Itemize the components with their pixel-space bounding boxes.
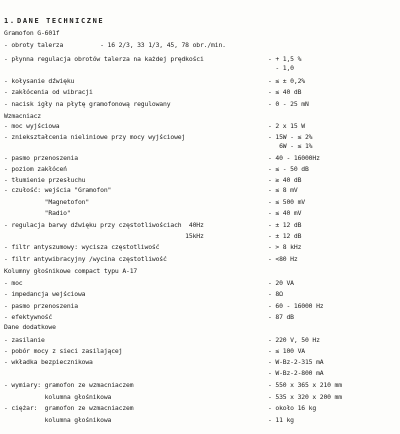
- spec-label: - efektywność: [4, 313, 53, 321]
- spec-value: - 87 dB: [268, 313, 294, 321]
- spec-label: - zasilanie: [4, 336, 45, 344]
- spec-label: - filtr antywibracyjny /wycina częstotliwość: [4, 255, 167, 263]
- spec-label: kolumna głośnikowa: [4, 416, 112, 424]
- spec-label: - pasmo przenoszenia: [4, 154, 78, 162]
- spec-value: - > 8 kHz: [268, 243, 302, 251]
- spec-value: - ≤ ± 0,2%: [268, 77, 305, 85]
- spec-label: Gramofon G-601f: [4, 29, 60, 37]
- spec-label: - regulacja barwy dźwięku przy częstotliwościach 40Hz: [4, 221, 204, 229]
- heading-title: DANE TECHNICZNE: [17, 17, 105, 25]
- spec-label: - moc wyjściowa: [4, 122, 60, 130]
- spec-label: - płynna regulacja obrotów talerza na każdej prędkości: [4, 55, 204, 63]
- spec-label: "Magnetofon": [4, 198, 90, 206]
- spec-value: - ≥ 40 dB: [268, 176, 302, 184]
- spec-value: - ≤ - 50 dB: [268, 165, 309, 173]
- spec-value: - ≤ 100 VA: [268, 347, 305, 355]
- spec-value: - ≤ 40 dB: [268, 88, 302, 96]
- spec-value: - ≤ 500 mV: [268, 198, 305, 206]
- spec-value: - 20 VA: [268, 279, 294, 287]
- spec-label: - tłumienie przesłuchu: [4, 176, 86, 184]
- spec-label: - kołysanie dźwięku: [4, 77, 75, 85]
- spec-label: - moc: [4, 279, 23, 287]
- spec-label: - ciężar: gramofon ze wzmacniaczem: [4, 404, 134, 412]
- spec-label: - poziom zakłóceń: [4, 165, 67, 173]
- spec-value: - 11 kg: [268, 416, 294, 424]
- spec-value: - ≤ 8 mV: [268, 186, 298, 194]
- spec-value: - 15W - ≤ 2%: [268, 133, 313, 141]
- spec-label: - filtr antyszumowy: wycisza częstotliwość: [4, 243, 160, 251]
- spec-value: - ± 12 dB: [268, 221, 302, 229]
- spec-label: - obroty talerza - 16 2/3, 33 1/3, 45, 78 obr./min.: [4, 41, 226, 49]
- spec-label: "Radio": [4, 209, 71, 217]
- spec-value: 6W - ≤ 1%: [268, 142, 313, 150]
- spec-label: - wymiary: gramofon ze wzmacniaczem: [4, 381, 134, 389]
- spec-label: - czułość: wejścia "Gramofon": [4, 186, 112, 194]
- spec-value: - 2 x 15 W: [268, 122, 305, 130]
- spec-value: - W-Bz-2-800 mA: [268, 369, 324, 377]
- spec-label: - impedancja wejściowa: [4, 290, 86, 298]
- spec-value: - 40 - 16000Hz: [268, 154, 320, 162]
- spec-value: - 0 - 25 mN: [268, 100, 309, 108]
- spec-label: Dane dodatkowe: [4, 323, 56, 331]
- spec-value: - ≤ 40 mV: [268, 209, 302, 217]
- spec-label: kolumna głośnikowa: [4, 393, 112, 401]
- spec-value: - ± 12 dB: [268, 232, 302, 240]
- spec-value: - <80 Hz: [268, 255, 298, 263]
- spec-label: - pobór mocy z sieci zasilającej: [4, 347, 123, 355]
- heading-number: 1.: [4, 17, 16, 25]
- spec-value: - W-Bz-2-315 mA: [268, 358, 324, 366]
- spec-value: - 220 V, 50 Hz: [268, 336, 320, 344]
- spec-label: Wzmacniacz: [4, 112, 41, 120]
- spec-value: - 60 - 16000 Hz: [268, 302, 324, 310]
- spec-label: - wkładka bezpiecznikowa: [4, 358, 93, 366]
- spec-label: Kolumny głośnikowe compact typu A-17: [4, 267, 138, 275]
- spec-label: - zakłócenia od wibracji: [4, 88, 93, 96]
- spec-value: - + 1,5 %: [268, 55, 302, 63]
- spec-label: - nacisk igły na płytę gramofonową regulowany: [4, 100, 171, 108]
- spec-value: - 535 x 320 x 200 mm: [268, 393, 342, 401]
- spec-label: 15kHz: [4, 232, 204, 240]
- spec-value: - 8Ω: [268, 290, 283, 298]
- spec-label: - zniekształcenia nieliniowe przy mocy wyjściowej: [4, 133, 186, 141]
- spec-value: - około 16 kg: [268, 404, 317, 412]
- spec-value: - 550 x 365 x 210 mm: [268, 381, 342, 389]
- spec-label: - pasmo przenoszenia: [4, 302, 78, 310]
- spec-value: - 1,0: [268, 64, 294, 72]
